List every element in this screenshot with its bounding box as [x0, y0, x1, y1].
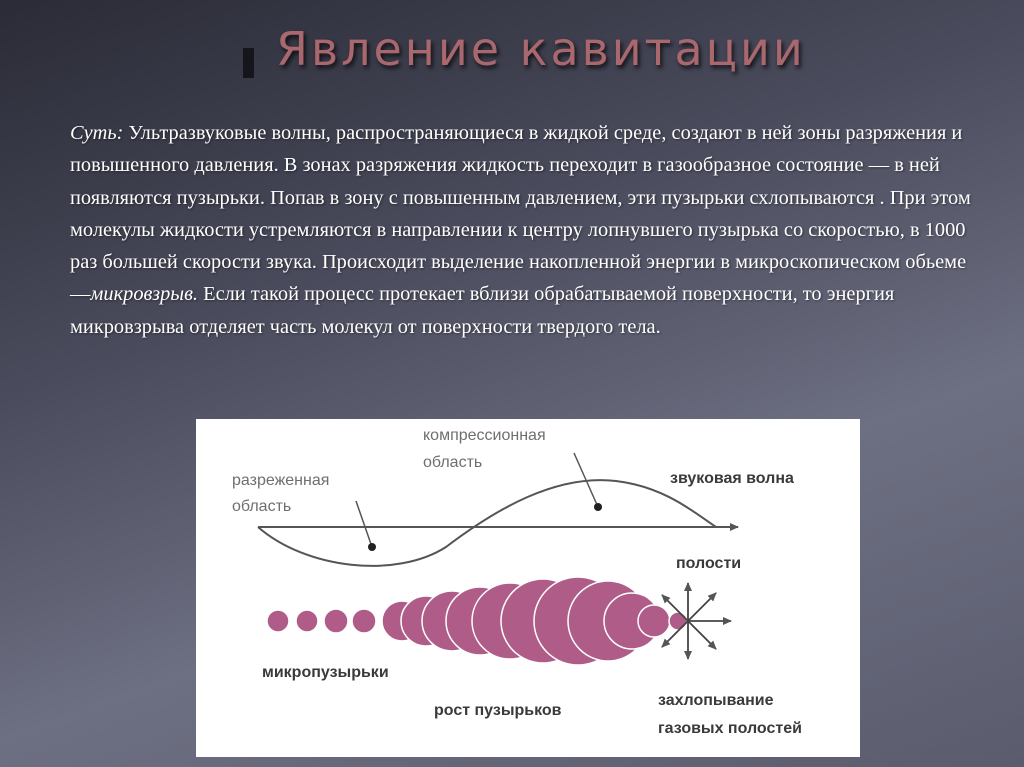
rarefied-pointer — [356, 501, 372, 547]
body-accent-term: микровзрыв. — [90, 283, 199, 306]
microbubble — [352, 609, 376, 633]
rarefied-label-line2: область — [232, 498, 292, 515]
compression-point — [594, 503, 602, 511]
cavities-label: полости — [676, 555, 742, 572]
cavitation-diagram — [196, 419, 860, 757]
microbubble — [324, 609, 348, 633]
slide-title: Явление кавитации — [276, 22, 806, 76]
title-accent-bar — [243, 48, 254, 78]
microbubble — [267, 610, 289, 632]
body-lead: Суть: — [70, 122, 124, 144]
compression-label-line2: область — [423, 454, 483, 471]
sound-wave-label: звуковая волна — [670, 470, 794, 487]
rarefied-point — [368, 543, 376, 551]
microbubble — [296, 610, 318, 632]
collapse-label-line2: газовых полостей — [658, 720, 802, 737]
collapse-label-line1: захлопывание — [658, 692, 774, 709]
sound-wave-curve — [258, 480, 716, 566]
rarefied-label-line1: разреженная — [232, 472, 330, 489]
bubble-growth-label: рост пузырьков — [434, 702, 562, 719]
burst-arrow — [688, 621, 716, 649]
collapse-core — [669, 612, 687, 630]
bubble-sequence — [267, 577, 687, 665]
diagram-canvas — [196, 419, 860, 757]
compression-label-line1: компрессионная — [423, 427, 546, 444]
burst-arrow — [688, 593, 716, 621]
body-text-end: Если такой процесс протекает вблизи обрабатываемой поверхности, то энергия микровзрыва отделяет часть молекул от поверхности твердого тела. — [70, 283, 895, 338]
body-text: Ультразвуковые волны, распространяющиеся в жидкой среде, создают в ней зоны разряжения и повышенного давления. В зонах разряжения жидкость переходит в газообразное состояние — в ней появляются пузырьки. Попав в зону с повышенным давлением, эти пузырьки схлопываются . При этом молекулы жидкости устремляются в направлении к центру лопнувшего пузырька со скоростью, в 1000 раз большей скорости звука. Происходит выделение накопленной энергии в микроскопическом обьеме — — [70, 122, 971, 306]
collapsing-bubble — [638, 605, 670, 637]
body-paragraph — [70, 117, 990, 343]
microbubbles-label: микропузырьки — [262, 664, 389, 681]
